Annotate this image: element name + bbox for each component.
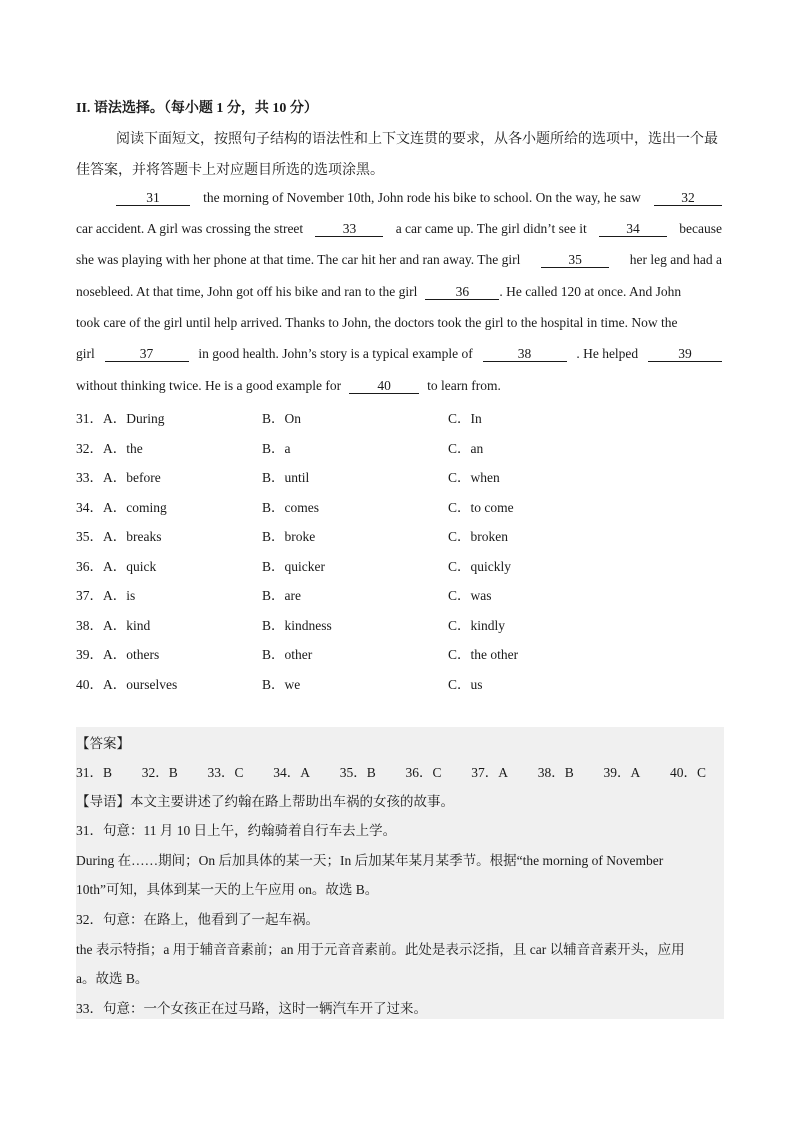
question-31-a: 31．A．During (76, 411, 165, 426)
question-32-c: C．an (448, 441, 484, 456)
passage-line-3 (76, 252, 722, 268)
question-31-c: C．In (448, 411, 482, 426)
passage-text: a car came up. The girl didn’t see it (395, 221, 587, 236)
passage-line-7 (76, 378, 722, 394)
answer-key: 36．C (405, 765, 442, 780)
question-36-a: 36．A．quick (76, 559, 157, 574)
blank-37: 37 (105, 346, 189, 362)
explanation-32-body: the 表示特指；a 用于辅音音素前；an 用于元音音素前。此处是表示泛指，且 car 以辅音音素开头，应用 (76, 942, 685, 957)
answer-key: 38．B (537, 765, 574, 780)
answer-key: 31．B (76, 765, 113, 780)
blank-35: 35 (541, 252, 609, 268)
passage-text: girl (76, 346, 95, 361)
instructions-line-2: 佳答案，并将答题卡上对应题目所选的选项涂黑。 (76, 163, 384, 178)
passage-text: to learn from. (427, 378, 501, 393)
passage-text: because (679, 221, 722, 236)
blank-40: 40 (349, 378, 419, 394)
blank-36: 36 (425, 284, 499, 300)
passage-line-4 (76, 284, 722, 300)
blank-32: 32 (654, 190, 722, 206)
answer-key: 40．C (669, 765, 706, 780)
passage-text: in good health. John’s story is a typical example of (198, 346, 473, 361)
explanation-32-title: 32．句意：在路上，他看到了一起车祸。 (76, 912, 319, 927)
blank-31: 31 (116, 190, 190, 206)
question-34-c: C．to come (448, 500, 514, 515)
blank-34: 34 (599, 221, 667, 237)
question-34-b: B．comes (262, 500, 319, 515)
explanation-31-conclusion: 10th”可知，具体到某一天的上午应用 on。故选 B。 (76, 882, 379, 897)
question-33-c: C．when (448, 470, 500, 485)
answer-intro: 【导语】本文主要讲述了约翰在路上帮助出车祸的女孩的故事。 (76, 794, 454, 809)
explanation-31-body: During 在……期间；On 后加具体的某一天；In 后加某年某月某季节。根据“the morning of November (76, 853, 664, 868)
question-35-a: 35．A．breaks (76, 529, 162, 544)
passage-line-5 (76, 315, 722, 331)
answer-key: 35．B (339, 765, 376, 780)
answer-key: 32．B (141, 765, 178, 780)
question-35-c: C．broken (448, 529, 508, 544)
blank-33: 33 (315, 221, 383, 237)
passage-text: without thinking twice. He is a good example for (76, 378, 342, 393)
section-title: II. 语法选择。（每小题 1 分，共 10 分） (76, 101, 318, 116)
explanation-33-title: 33．句意：一个女孩正在过马路，这时一辆汽车开了过来。 (76, 1001, 427, 1016)
passage-text: took care of the girl until help arrived. Thanks to John, the doctors took the girl to the hospital in time. Now the (76, 315, 678, 330)
passage-text: nosebleed. At that time, John got off his bike and ran to the girl (76, 284, 418, 299)
passage-text: . He helped (576, 346, 639, 361)
question-38-c: C．kindly (448, 618, 506, 633)
passage-text: car accident. A girl was crossing the street (76, 221, 304, 236)
question-33-b: B．until (262, 470, 310, 485)
answer-key: 39．A (603, 765, 641, 780)
question-36-b: B．quicker (262, 559, 325, 574)
question-37-b: B．are (262, 588, 301, 603)
answer-key: 34．A (273, 765, 310, 780)
passage-text: . He called 120 at once. And John (499, 284, 682, 299)
question-32-b: B．a (262, 441, 291, 456)
question-33-a: 33．A．before (76, 470, 161, 485)
passage-text: the morning of November 10th, John rode his bike to school. On the way, he saw (203, 190, 641, 205)
question-39-b: B．other (262, 647, 313, 662)
question-40-b: B．we (262, 677, 301, 692)
instructions-line-1: 阅读下面短文，按照句子结构的语法性和上下文连贯的要求，从各小题所给的选项中，选出一个最 (116, 132, 718, 147)
question-32-a: 32．A．the (76, 441, 143, 456)
question-37-a: 37．A．is (76, 588, 136, 603)
explanation-31-title: 31．句意：11 月 10 日上午，约翰骑着自行车去上学。 (76, 823, 397, 838)
passage-text: she was playing with her phone at that time. The car hit her and ran away. The girl (76, 252, 521, 267)
answer-key: 33．C (207, 765, 244, 780)
answer-key: 37．A (471, 765, 508, 780)
passage-line-2 (76, 221, 722, 237)
blank-38: 38 (483, 346, 567, 362)
passage-text: her leg and had a (629, 252, 722, 267)
question-35-b: B．broke (262, 529, 316, 544)
question-36-c: C．quickly (448, 559, 511, 574)
answer-heading: 【答案】 (76, 736, 130, 751)
question-38-b: B．kindness (262, 618, 332, 633)
question-38-a: 38．A．kind (76, 618, 151, 633)
blank-39: 39 (648, 346, 722, 362)
passage-line-6 (76, 346, 722, 362)
question-31-b: B．On (262, 411, 302, 426)
passage-line-1 (116, 190, 722, 206)
question-34-a: 34．A．coming (76, 500, 167, 515)
answer-key-row (76, 761, 706, 781)
question-40-c: C．us (448, 677, 483, 692)
question-37-c: C．was (448, 588, 492, 603)
question-39-c: C．the other (448, 647, 519, 662)
explanation-32-conclusion: a。故选 B。 (76, 971, 149, 986)
question-40-a: 40．A．ourselves (76, 677, 178, 692)
question-39-a: 39．A．others (76, 647, 160, 662)
